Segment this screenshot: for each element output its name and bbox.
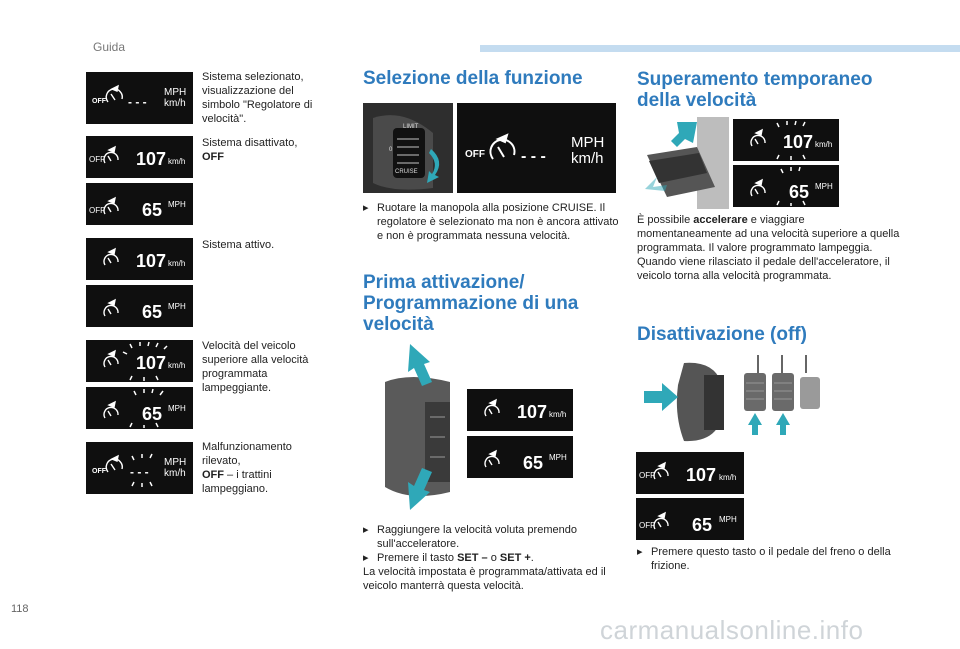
speed-value: 65 <box>789 182 810 202</box>
caption-off: Sistema disattivato, OFF <box>202 137 298 163</box>
off-label: OFF <box>639 521 655 530</box>
unit-kmh: km/h <box>571 150 604 167</box>
caption-selected: Sistema selezionato, visualizzazione del simbolo "Regolatore di velocità". <box>202 71 313 125</box>
bullet-press-set: ▸ Premere il tasto SET – o SET +. <box>363 552 534 564</box>
unit-kmh: km/h <box>164 468 186 479</box>
press-arrow-icon <box>644 383 678 411</box>
display-overspeed-kmh <box>86 340 193 382</box>
accelerator-pedal-illustration <box>637 117 729 209</box>
speed-value: 107 <box>686 465 717 485</box>
speed-dashes: - - - <box>130 465 149 479</box>
unit-mph: MPH <box>168 404 186 413</box>
speedometer-icon <box>104 402 118 418</box>
speed-value: 107 <box>517 402 548 422</box>
off-label: OFF <box>465 149 485 160</box>
display-selection-large <box>457 103 616 193</box>
speed-dashes: - - - <box>521 148 546 165</box>
display-off-kmh <box>86 136 193 178</box>
speedometer-icon <box>106 456 122 472</box>
speed-value: 65 <box>142 200 163 220</box>
speedometer-icon <box>751 130 765 146</box>
display-set-kmh <box>467 389 573 431</box>
display-deactivated-mph <box>636 498 744 540</box>
display-set-mph <box>467 436 573 478</box>
unit-kmh: km/h <box>168 157 186 166</box>
unit-mph: MPH <box>164 457 187 468</box>
speedometer-icon <box>106 86 122 102</box>
unit-kmh: km/h <box>168 259 186 268</box>
bullet-marker-icon: ▸ <box>363 202 369 214</box>
arrow-up-icon <box>776 413 790 435</box>
speedometer-icon <box>104 351 118 367</box>
caption-overspeed: Velocità del veicolo superiore alla velocità programmata lampeggiante. <box>202 340 309 394</box>
unit-kmh: km/h <box>168 361 186 370</box>
off-label: OFF <box>89 206 105 215</box>
display-selected <box>86 72 193 124</box>
unit-kmh: km/h <box>815 140 833 149</box>
press-arrow-icon <box>671 122 697 147</box>
display-active-kmh <box>86 238 193 280</box>
unit-kmh: km/h <box>164 98 186 109</box>
display-override-mph <box>733 165 839 207</box>
header-bar <box>480 45 960 52</box>
pedals-illustration <box>738 355 826 435</box>
heading-first-activation: Prima attivazione/ Programmazione di una velocità <box>363 272 579 335</box>
speed-value: 65 <box>692 515 713 535</box>
display-deactivated-kmh <box>636 452 744 494</box>
label-cruise: CRUISE <box>395 169 418 175</box>
heading-function-selection: Selezione della funzione <box>363 68 583 89</box>
display-override-kmh <box>733 119 839 161</box>
speedometer-icon <box>104 198 118 214</box>
caption-active: Sistema attivo. <box>202 239 275 251</box>
para-override: È possibile accelerare e viaggiare momentaneamente ad una velocità superiore a quella programmata. Il valore programmato lampeggia. Quando viene rilasciato il pedale dell'acceleratore, il veicolo torna alla velocità programmata. <box>637 214 900 282</box>
off-label: OFF <box>639 471 655 480</box>
speed-value: 107 <box>136 149 167 169</box>
heading-temporary-override: Superamento temporaneo della velocità <box>637 69 873 111</box>
label-zero: 0 <box>389 147 393 153</box>
unit-mph: MPH <box>168 302 186 311</box>
speedometer-icon <box>104 300 118 316</box>
bullet-marker-icon: ▸ <box>363 524 369 536</box>
unit-mph: MPH <box>168 200 186 209</box>
off-label: OFF <box>92 98 106 105</box>
speedometer-icon <box>485 451 499 467</box>
arrow-up-icon <box>748 413 762 435</box>
speed-value: 65 <box>523 453 544 473</box>
off-label: OFF <box>92 468 106 475</box>
unit-mph: MPH <box>719 515 737 524</box>
speed-value: 107 <box>783 132 814 152</box>
stalk-illustration <box>363 103 453 193</box>
bullet-accelerate: ▸ Raggiungere la velocità voluta premendo sull'acceleratore. <box>363 524 577 550</box>
speedometer-icon <box>485 400 499 416</box>
speedometer-icon <box>654 513 668 529</box>
bullet-marker-icon: ▸ <box>363 552 369 564</box>
page-number: 118 <box>11 603 29 615</box>
stalk-set-illustration <box>380 342 455 512</box>
speedometer-icon <box>104 249 118 265</box>
speed-dashes: - - - <box>128 95 147 109</box>
unit-kmh: km/h <box>719 473 737 482</box>
unit-mph: MPH <box>815 182 833 191</box>
bullet-rotate-knob: ▸ Ruotare la manopola alla posizione CRUISE. Il regolatore è selezionato ma non è ancora attivato e non è programmata nessuna velocità. <box>363 202 619 242</box>
speed-value: 65 <box>142 302 163 322</box>
bullet-marker-icon: ▸ <box>637 546 643 558</box>
label-limit: LIMIT <box>403 124 419 130</box>
speedometer-icon <box>104 147 118 163</box>
watermark: carmanualsonline.info <box>600 615 864 645</box>
unit-mph: MPH <box>571 134 605 151</box>
speedometer-icon <box>654 463 668 479</box>
display-active-mph <box>86 285 193 327</box>
off-label: OFF <box>89 155 105 164</box>
speed-value: 65 <box>142 404 163 424</box>
unit-mph: MPH <box>549 453 567 462</box>
speedometer-icon <box>751 180 765 196</box>
bullet-deactivate: ▸ Premere questo tasto o il pedale del freno o della frizione. <box>637 546 891 572</box>
unit-kmh: km/h <box>549 410 567 419</box>
display-off-mph <box>86 183 193 225</box>
stalk-off-illustration <box>644 355 729 447</box>
unit-mph: MPH <box>164 87 187 98</box>
display-overspeed-mph <box>86 387 193 429</box>
heading-deactivation: Disattivazione (off) <box>637 324 807 345</box>
speed-value: 107 <box>136 353 167 373</box>
display-malfunction <box>86 442 193 494</box>
para-programmed: La velocità impostata è programmata/attivata ed il veicolo manterrà questa velocità. <box>363 566 606 592</box>
caption-malfunction: Malfunzionamento rilevato, OFF – i trattini lampeggiano. <box>202 441 292 495</box>
speedometer-icon <box>490 135 514 159</box>
speed-value: 107 <box>136 251 167 271</box>
section-label: Guida <box>93 40 126 54</box>
